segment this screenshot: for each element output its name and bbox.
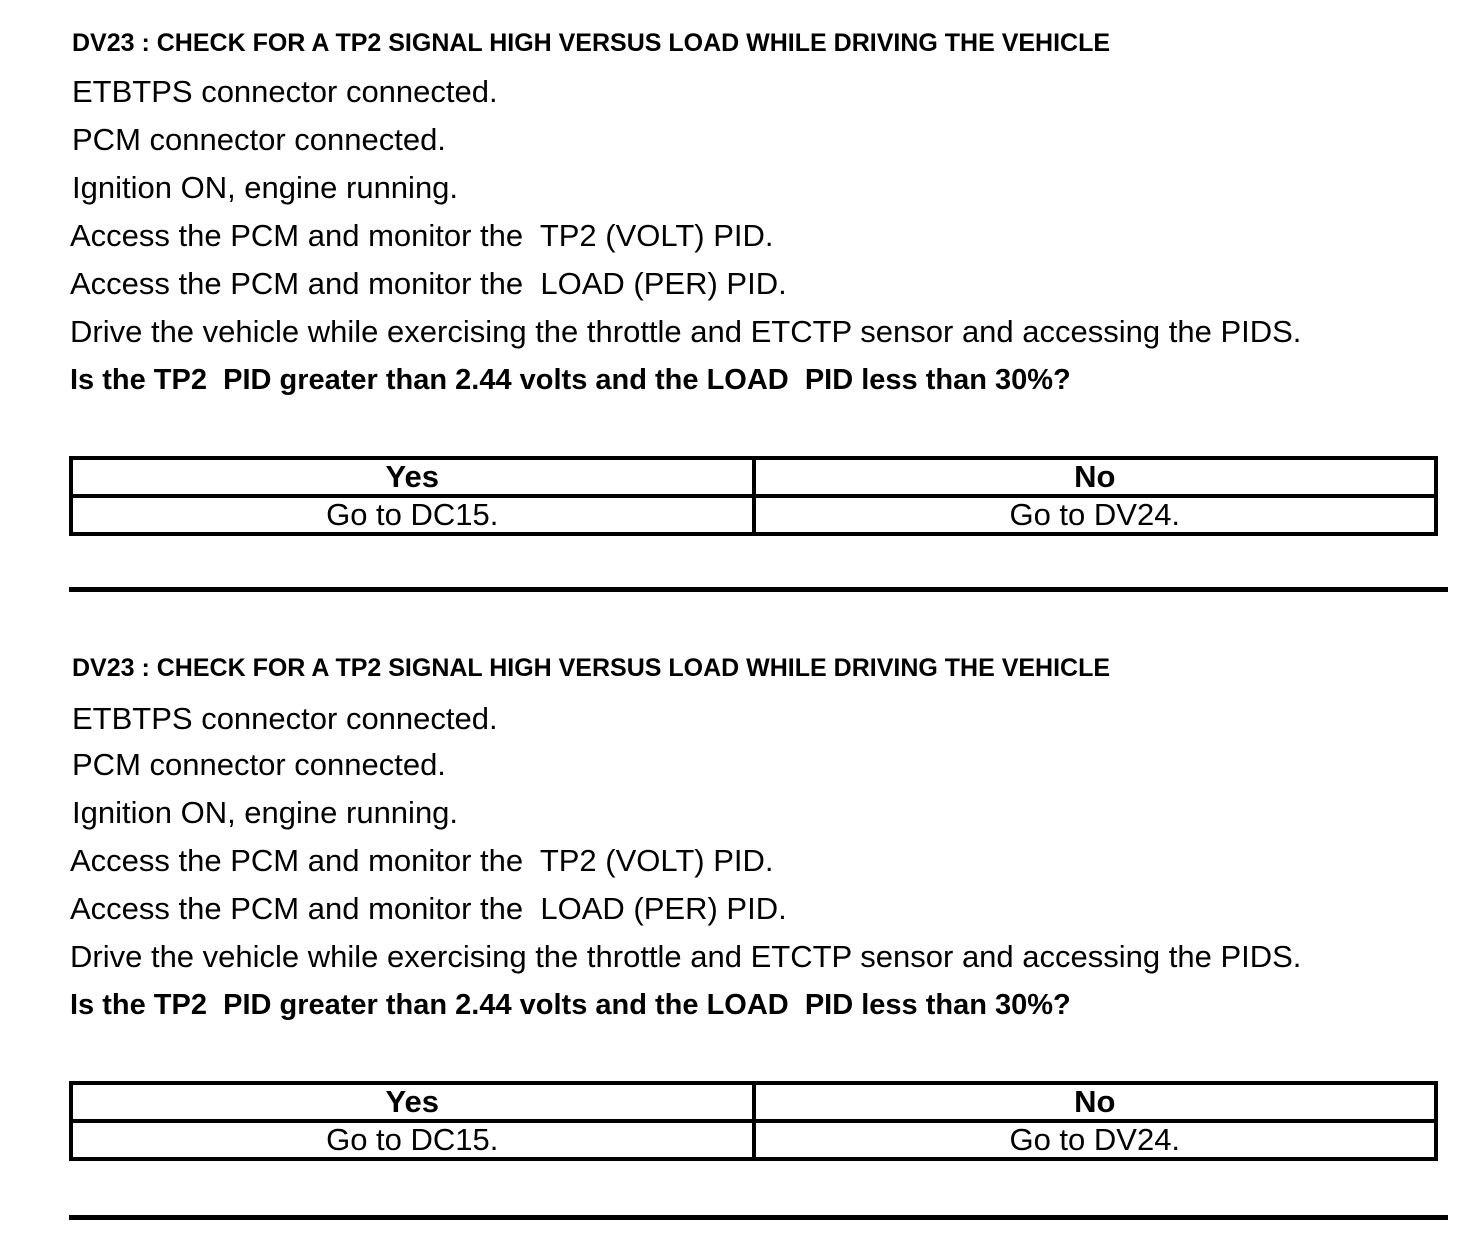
result-table: [69, 1081, 1438, 1161]
section-divider: [69, 587, 1448, 592]
no-header: No: [754, 458, 1437, 496]
yes-header: Yes: [71, 1083, 754, 1121]
section-divider: [69, 1215, 1448, 1220]
result-table: [69, 456, 1438, 536]
step-text: Drive the vehicle while exercising the throttle and ETCTP sensor and accessing the PIDS.: [70, 314, 1302, 349]
table-header-row: [71, 1083, 1436, 1121]
yes-header: Yes: [71, 458, 754, 496]
step-text: Access the PCM and monitor the TP2 (VOLT) PID.: [70, 843, 774, 878]
table-header-row: [71, 458, 1436, 496]
diagnostic-question: Is the TP2 PID greater than 2.44 volts and the LOAD PID less than 30%?: [70, 989, 1071, 1021]
step-text: PCM connector connected.: [72, 122, 446, 157]
no-header: No: [754, 1083, 1437, 1121]
table-row: [71, 496, 1436, 534]
step-text: Ignition ON, engine running.: [72, 795, 459, 830]
step-text: ETBTPS connector connected.: [72, 701, 498, 736]
diagnostic-section: [0, 625, 1472, 1250]
section-title: DV23 : CHECK FOR A TP2 SIGNAL HIGH VERSUS LOAD WHILE DRIVING THE VEHICLE: [72, 29, 1111, 57]
no-action: Go to DV24.: [754, 1121, 1437, 1159]
no-action: Go to DV24.: [754, 496, 1437, 534]
step-text: Access the PCM and monitor the TP2 (VOLT) PID.: [70, 218, 774, 253]
step-text: Ignition ON, engine running.: [72, 170, 459, 205]
section-title: DV23 : CHECK FOR A TP2 SIGNAL HIGH VERSUS LOAD WHILE DRIVING THE VEHICLE: [72, 654, 1111, 682]
table-row: [71, 1121, 1436, 1159]
step-text: Access the PCM and monitor the LOAD (PER) PID.: [70, 266, 787, 301]
yes-action: Go to DC15.: [71, 496, 754, 534]
step-text: Access the PCM and monitor the LOAD (PER) PID.: [70, 891, 787, 926]
step-text: Drive the vehicle while exercising the throttle and ETCTP sensor and accessing the PIDS.: [70, 939, 1302, 974]
step-text: ETBTPS connector connected.: [72, 74, 498, 109]
diagnostic-question: Is the TP2 PID greater than 2.44 volts and the LOAD PID less than 30%?: [70, 364, 1071, 396]
step-text: PCM connector connected.: [72, 747, 446, 782]
yes-action: Go to DC15.: [71, 1121, 754, 1159]
